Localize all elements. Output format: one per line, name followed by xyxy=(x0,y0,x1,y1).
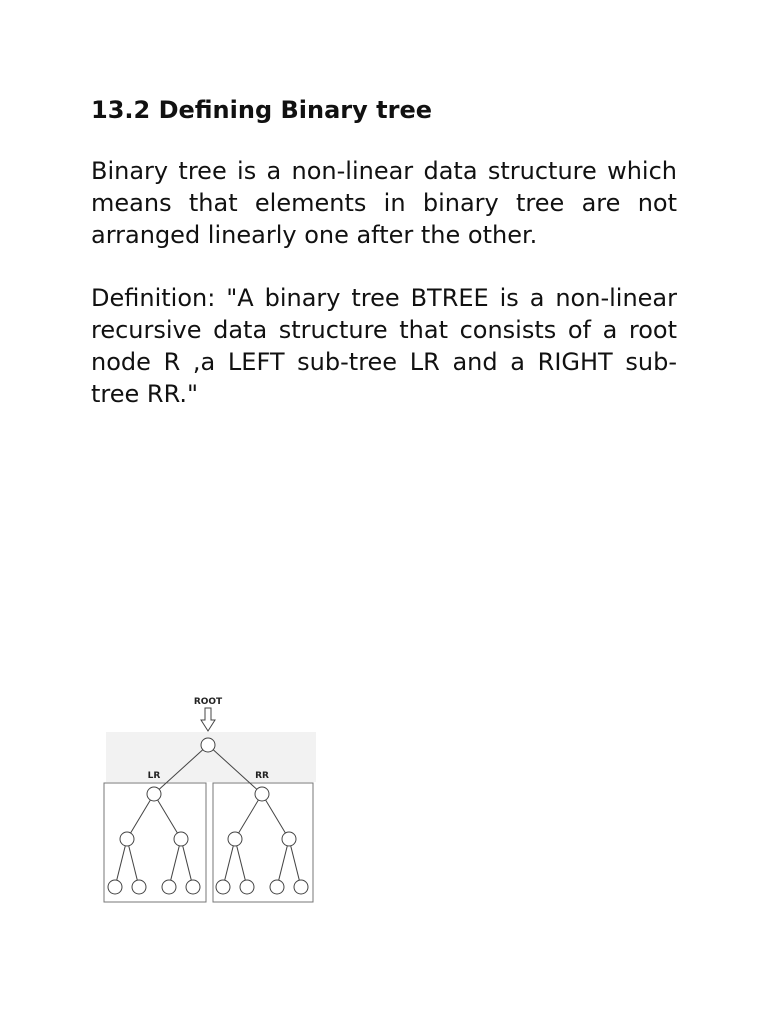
right-subtree-root-node xyxy=(255,787,269,801)
definition-paragraph: Definition: "A binary tree BTREE is a non-linear recursive data structure that consists of a root node R ,a LEFT sub-tree LR and a RIGHT sub-tree RR." xyxy=(91,284,677,408)
root-label: ROOT xyxy=(193,697,223,707)
leaf-node xyxy=(162,880,176,894)
binary-tree-diagram xyxy=(96,688,324,910)
leaf-node xyxy=(294,880,308,894)
leaf-node xyxy=(108,880,122,894)
root-node xyxy=(201,738,215,752)
leaf-node xyxy=(186,880,200,894)
tree-node xyxy=(174,832,188,846)
leaf-node xyxy=(132,880,146,894)
leaf-node xyxy=(240,880,254,894)
tree-node xyxy=(120,832,134,846)
tree-node xyxy=(282,832,296,846)
left-subtree-label: LR xyxy=(147,771,161,781)
right-subtree-label: RR xyxy=(255,771,269,781)
leaf-node xyxy=(216,880,230,894)
tree-node xyxy=(228,832,242,846)
intro-paragraph: Binary tree is a non-linear data structure which means that elements in binary tree are not arranged linearly one after the other. xyxy=(91,157,677,249)
section-heading: 13.2 Defining Binary tree xyxy=(91,96,432,124)
left-subtree-root-node xyxy=(147,787,161,801)
leaf-node xyxy=(270,880,284,894)
root-arrow-icon xyxy=(201,708,215,731)
